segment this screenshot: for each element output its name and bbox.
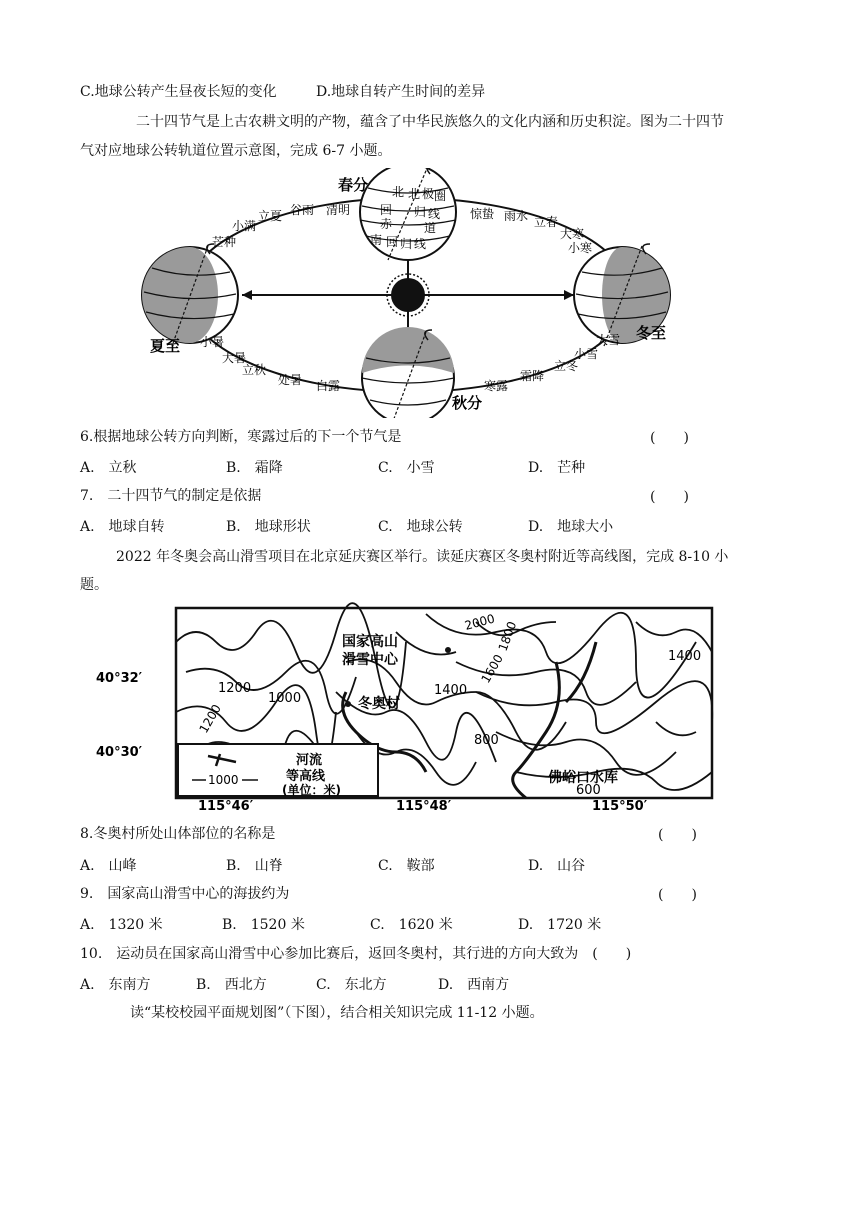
ski-center-label-1: 国家高山 — [342, 634, 398, 650]
lat-label: 40°30′ — [96, 745, 143, 760]
intro-11-12: 读“某校校园平面规划图”（下图），结合相关知识完成 11-12 小题。 — [130, 1005, 544, 1021]
q10-option-d[interactable]: D. 西南方 — [438, 977, 510, 993]
q8-stem: 8.冬奥村所处山体部位的名称是 — [80, 826, 276, 842]
globe-label: 线 — [414, 237, 427, 251]
q8-option-d[interactable]: D. 山谷 — [528, 858, 586, 874]
globe-label: 极 — [422, 187, 435, 201]
contour-label: 1000 — [268, 691, 302, 706]
label-autumn-equinox: 秋分 — [452, 394, 483, 412]
sun-icon — [387, 274, 429, 316]
solar-term: 立夏 — [258, 209, 283, 223]
solar-term: 小雪 — [574, 347, 599, 361]
q7-option-d[interactable]: D. 地球大小 — [528, 519, 614, 535]
q6-option-d[interactable]: D. 芒种 — [528, 460, 586, 476]
q5-option-d: D.地球自转产生时间的差异 — [316, 84, 486, 100]
solar-term: 处暑 — [278, 373, 303, 387]
lon-label: 115°46′ — [198, 799, 254, 812]
q7-option-a[interactable]: A. 地球自转 — [80, 519, 165, 535]
reservoir-label: 佛峪口水库 — [548, 770, 618, 786]
solar-term: 大雪 — [596, 333, 621, 347]
orbit-diagram — [130, 168, 690, 418]
legend-contour-value: 1000 — [208, 773, 239, 787]
globe-label: 线 — [428, 207, 441, 221]
globe-label: 南 — [370, 233, 383, 247]
label-winter-solstice: 冬至 — [636, 324, 667, 342]
contour-map — [96, 602, 736, 812]
solar-term: 小寒 — [568, 241, 593, 255]
solar-term: 雨水 — [504, 209, 529, 223]
legend-river: 河流 — [296, 753, 323, 768]
village-label: 冬奥村 — [358, 696, 400, 712]
q6-option-b[interactable]: B. 霜降 — [226, 460, 283, 476]
globe-label: 回 — [386, 235, 399, 249]
q10-option-b[interactable]: B. 西北方 — [196, 977, 267, 993]
q6-option-a[interactable]: A. 立秋 — [80, 460, 137, 476]
lat-label: 40°32′ — [96, 671, 143, 686]
solar-term: 立秋 — [242, 363, 267, 377]
q9-option-a[interactable]: A. 1320 米 — [80, 917, 163, 933]
label-spring-equinox: 春分 — [338, 176, 369, 194]
map-legend — [178, 744, 378, 797]
globe-label: 赤 — [380, 217, 393, 231]
globe-label: 归 — [400, 237, 413, 251]
q9-stem: 9. 国家高山滑雪中心的海拔约为 — [80, 886, 290, 902]
solar-term: 寒露 — [484, 379, 509, 393]
globe-label: 道 — [424, 221, 437, 235]
ski-center-label-2: 滑雪中心 — [342, 652, 398, 668]
solar-term: 立春 — [534, 215, 559, 229]
q9-option-d[interactable]: D. 1720 米 — [518, 917, 602, 933]
intro-6-7-line1: 二十四节气是上古农耕文明的产物，蕴含了中华民族悠久的文化内涵和历史积淀。图为二十四节 — [136, 114, 724, 130]
solar-term: 芒种 — [212, 235, 237, 249]
intro-6-7-line2: 气对应地球公转轨道位置示意图，完成 6-7 小题。 — [80, 143, 392, 159]
solar-term: 惊蛰 — [470, 207, 495, 221]
solar-term: 小满 — [232, 219, 257, 233]
globe-label: 回 — [380, 203, 393, 217]
q9-option-b[interactable]: B. 1520 米 — [222, 917, 305, 933]
q7-option-c[interactable]: C. 地球公转 — [378, 519, 463, 535]
contour-label: 1800 — [495, 619, 520, 654]
contour-label: 1400 — [668, 649, 702, 664]
q6-stem: 6.根据地球公转方向判断，寒露过后的下一个节气是 — [80, 429, 402, 445]
globe-autumn-equinox — [362, 327, 454, 418]
q7-answer-blank[interactable]: ( ) — [650, 489, 689, 505]
globe-label: 圈 — [434, 189, 447, 203]
q8-answer-blank[interactable]: ( ) — [658, 827, 697, 843]
legend-unit: (单位：米) — [282, 783, 341, 797]
contour-label: 1200 — [218, 681, 252, 696]
lon-label: 115°48′ — [396, 799, 452, 812]
q8-option-a[interactable]: A. 山峰 — [80, 858, 137, 874]
solar-term: 立冬 — [554, 359, 579, 373]
globe-label: 北 — [408, 187, 421, 201]
q7-stem: 7. 二十四节气的制定是依据 — [80, 488, 262, 504]
lon-label: 115°50′ — [592, 799, 648, 812]
solar-term: 小暑 — [200, 335, 225, 349]
solar-term: 大暑 — [222, 351, 247, 365]
globe-label: 归 — [414, 205, 427, 219]
contour-label: 600 — [576, 783, 601, 798]
q5-option-c: C.地球公转产生昼夜长短的变化 — [80, 84, 277, 100]
contour-label: 1200 — [196, 702, 224, 736]
q10-option-a[interactable]: A. 东南方 — [80, 977, 151, 993]
q9-option-c[interactable]: C. 1620 米 — [370, 917, 453, 933]
q6-answer-blank[interactable]: ( ) — [650, 430, 689, 446]
intro-8-10-line1: 2022 年冬奥会高山滑雪项目在北京延庆赛区举行。读延庆赛区冬奥村附近等高线图，完成 8-10 小 — [116, 549, 729, 565]
q8-option-b[interactable]: B. 山脊 — [226, 858, 283, 874]
q10-option-c[interactable]: C. 东北方 — [316, 977, 387, 993]
legend-contour: 等高线 — [286, 769, 326, 784]
q6-option-c[interactable]: C. 小雪 — [378, 460, 435, 476]
q9-answer-blank[interactable]: ( ) — [658, 887, 697, 903]
solar-term: 清明 — [326, 203, 351, 217]
solar-term: 谷雨 — [290, 203, 315, 217]
q7-option-b[interactable]: B. 地球形状 — [226, 519, 311, 535]
q8-option-c[interactable]: C. 鞍部 — [378, 858, 435, 874]
intro-8-10-line2: 题。 — [80, 577, 108, 593]
contour-label: 1400 — [434, 683, 468, 698]
globe-summer-solstice — [142, 244, 238, 346]
contour-label: 1600 — [478, 652, 506, 686]
solar-term: 大寒 — [560, 227, 585, 241]
solar-term: 白露 — [316, 379, 341, 393]
globe-label: 北 — [392, 185, 405, 199]
contour-label: 2000 — [463, 611, 497, 633]
solar-term: 霜降 — [520, 369, 545, 383]
q10-stem: 10. 运动员在国家高山滑雪中心参加比赛后，返回冬奥村，其行进的方向大致为 ( ) — [80, 946, 632, 962]
contour-label: 800 — [474, 733, 499, 748]
label-summer-solstice: 夏至 — [150, 337, 181, 355]
